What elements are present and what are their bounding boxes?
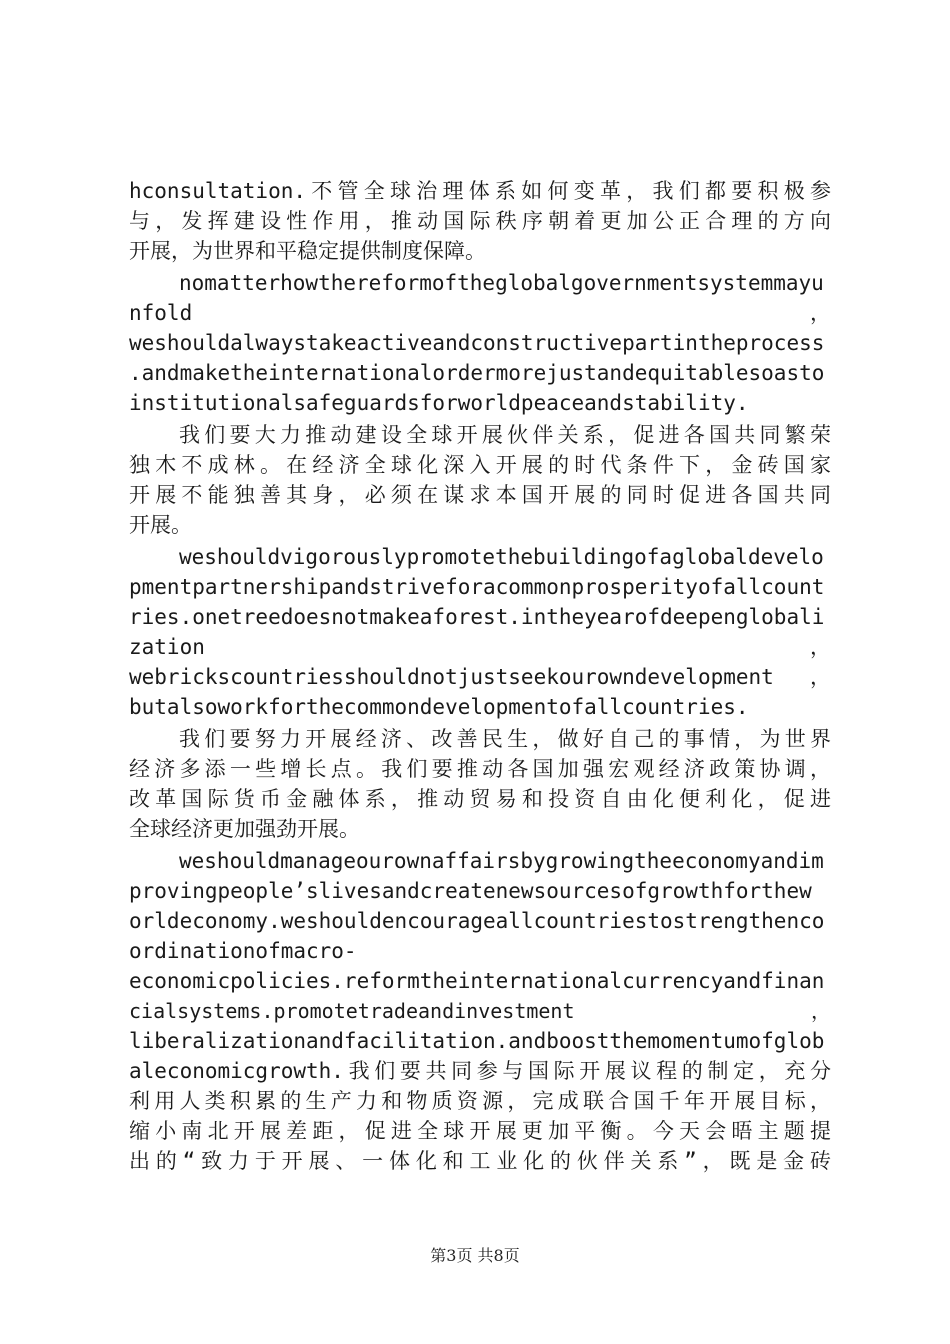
text-line: pmentpartnershipandstriveforacommonprosperityofallcount — [129, 575, 825, 599]
text-line: butalsoworkforthecommondevelopmentofallcountries. — [129, 695, 749, 719]
text-line: ries.onetreedoesnotmakeaforest.intheyearofdeepenglobali — [129, 605, 825, 629]
text-line: economicpolicies.reformtheinternationalcurrencyandfinan — [129, 969, 825, 993]
text-line: 缩小南北开展差距，促进全球开展更加平衡。今天会晤主题提 — [129, 1119, 831, 1143]
page-number-footer: 第3页 共8页 — [430, 1246, 520, 1265]
text-line: webrickscountriesshouldnotjustseekourowndevelopment ， — [129, 665, 831, 689]
text-line: weshouldmanageourownaffairsbygrowingtheeconomyandim — [179, 849, 824, 873]
text-line: 利用人类积累的生产力和物质资源，完成联合国千年开展目标， — [129, 1089, 831, 1113]
text-line: provingpeople’slivesandcreatenewsourcesofgrowthforthew — [129, 879, 812, 903]
text-line: 出的“致力于开展、一体化和工业化的伙伴关系”，既是金砖 — [129, 1149, 831, 1173]
text-line: weshouldvigorouslypromotethebuildingofaglobaldevelo — [179, 545, 824, 569]
text-line: 经济多添一些增长点。我们要推动各国加强宏观经济政策协调， — [129, 757, 831, 781]
text-line: zation ， — [129, 635, 831, 659]
text-line: hconsultation.不管全球治理体系如何变革，我们都要积极参 — [129, 179, 831, 203]
text-line: 开展，为世界和平稳定提供制度保障。 — [129, 239, 486, 263]
text-line: institutionalsafeguardsforworldpeaceandstability. — [129, 391, 749, 415]
text-line: ordinationofmacro- — [129, 939, 357, 963]
text-line: 开展。 — [129, 513, 192, 537]
text-line: 我们要大力推动建设全球开展伙伴关系，促进各国共同繁荣 — [179, 423, 831, 447]
text-line: cialsystems.promotetradeandinvestment ， — [129, 999, 831, 1023]
text-line: weshouldalwaystakeactiveandconstructivepartintheprocess — [129, 331, 825, 355]
text-line: nfold ， — [129, 301, 831, 325]
text-line: liberalizationandfacilitation.andboostthemomentumofglob — [129, 1029, 825, 1053]
text-line: aleconomicgrowth.我们要共同参与国际开展议程的制定，充分 — [129, 1059, 831, 1083]
text-line: 独木不成林。在经济全球化深入开展的时代条件下，金砖国家 — [129, 453, 831, 477]
text-line: nomatterhowthereformoftheglobalgovernmentsystemmayu — [179, 271, 824, 295]
text-line: 与，发挥建设性作用，推动国际秩序朝着更加公正合理的方向 — [129, 209, 831, 233]
text-line: 开展不能独善其身，必须在谋求本国开展的同时促进各国共同 — [129, 483, 831, 507]
text-line: orldeconomy.weshouldencourageallcountriestostrengthenco — [129, 909, 825, 933]
text-line: 改革国际货币金融体系，推动贸易和投资自由化便利化，促进 — [129, 787, 831, 811]
text-line: 我们要努力开展经济、改善民生，做好自己的事情，为世界 — [179, 727, 831, 751]
text-line: .andmaketheinternationalordermorejustandequitablesoasto — [129, 361, 825, 385]
text-line: 全球经济更加强劲开展。 — [129, 817, 360, 841]
